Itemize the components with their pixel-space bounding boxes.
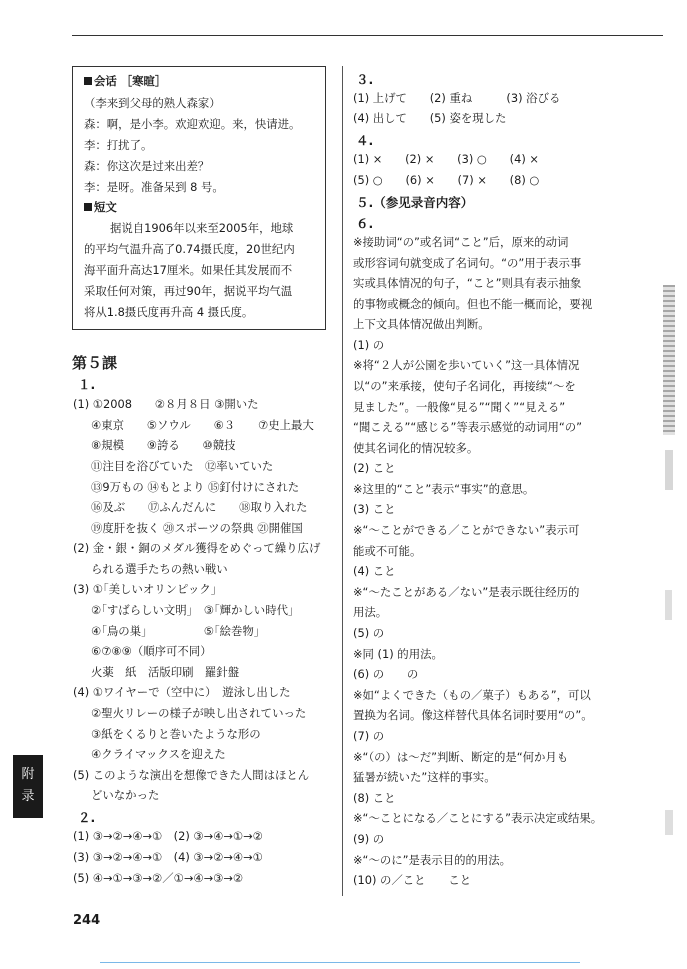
lesson-title: 第５課	[72, 354, 118, 372]
section-number: ６.	[356, 216, 374, 231]
section-number: ４.	[356, 133, 374, 148]
answer-line: ③紙をくるりと巻いたような形の	[91, 727, 261, 741]
section-number: ２.	[78, 810, 96, 825]
answer-line: (3) こと	[353, 502, 396, 516]
square-bullet-icon	[84, 203, 92, 211]
note-line: “聞こえる”“感じる”等表示感觉的动词用“の”	[353, 420, 583, 434]
answer-line: (5) ○ (6) × (7) × (8) ○	[353, 173, 540, 187]
note-line: ※“～ことになる／ことにする”表示决定或结果。	[353, 811, 603, 825]
answer-line: ⑯及ぶ ⑰ふんだんに ⑱取り入れた	[91, 500, 308, 514]
note-line: 置换为名词。像这样替代具体名词时要用“の”。	[353, 708, 593, 722]
answer-line: ④｢鳥の巣｣ ⑤｢絵巻物｣	[91, 624, 260, 638]
appendix-tab-char: 附	[21, 767, 35, 782]
answer-line: (9) の	[353, 832, 385, 846]
conversation-line: （李来到父母的熟人森家）	[84, 96, 221, 110]
essay-line: 的平均气温升高了0.74摄氏度，20世纪内	[84, 242, 295, 256]
answer-line: (2) こと	[353, 461, 396, 475]
answer-line: ④クライマックスを迎えた	[91, 747, 226, 761]
answer-line: (4) ①ワイヤーで（空中に） 遊泳し出した	[73, 685, 291, 699]
answer-line: (1) の	[353, 338, 385, 352]
scan-edge-shadow	[663, 285, 675, 435]
answer-line: (7) の	[353, 729, 385, 743]
note-line: 实或具体情况的句子，“こと”则具有表示抽象	[353, 276, 582, 290]
answer-line: ⑧規模 ⑨誇る ⑩競技	[91, 438, 236, 452]
note-line: ※“～たことがある／ない”是表示既往经历的	[353, 585, 580, 599]
essay-line: 据说自1906年以来至2005年，地球	[110, 221, 294, 235]
answer-line: ②聖火リレーの様子が映し出されていった	[91, 706, 307, 720]
page-number: 244	[73, 913, 101, 928]
essay-line: 将从1.8摄氏度再升高 4 摄氏度。	[84, 305, 254, 319]
conversation-line: 李：是呀。准备呆到 8 号。	[84, 180, 224, 194]
conversation-line: 森：你这次是过来出差？	[84, 159, 210, 173]
note-line: 的事物或概念的倾向。但也不能一概而论，要视	[353, 297, 593, 311]
note-line: ※将“２人が公園を歩いていく”这一具体情况	[353, 358, 580, 372]
section-number: １.	[78, 377, 96, 392]
note-line: ※“～ことができる／ことができない”表示可	[353, 523, 580, 537]
note-line: 能或不可能。	[353, 544, 422, 558]
note-line: 上下文具体情况做出判断。	[353, 317, 490, 331]
square-bullet-icon	[84, 77, 92, 85]
answer-line: ④東京 ⑤ソウル ⑥３ ⑦史上最大	[91, 418, 314, 432]
answer-line: (5) の	[353, 626, 385, 640]
scan-edge-shadow	[665, 590, 672, 620]
answer-line: (3) ③→②→④→① (4) ③→②→④→①	[73, 850, 263, 864]
answer-line: ⑲度肝を抜く ⑳スポーツの祭典 ㉑開催国	[91, 521, 303, 535]
note-line: ※这里的“こと”表示“事实”的意思。	[353, 482, 535, 496]
answer-line: ②｢すばらしい文明｣ ③｢輝かしい時代｣	[91, 603, 294, 617]
answer-line: (6) の の	[353, 667, 419, 681]
answer-line: (1) ①2008 ②８月８日 ③開いた	[73, 397, 259, 411]
note-line: 以“の”来承接，使句子名词化，再接续“～を	[353, 379, 576, 393]
note-line: ※接助词“の”或名词“こと”后，原来的动词	[353, 235, 569, 249]
scan-edge-shadow	[665, 810, 673, 835]
answer-line: (1) × (2) × (3) ○ (4) ×	[353, 152, 539, 166]
answer-line: ⑥⑦⑧⑨（順序可不同）	[91, 644, 212, 658]
answer-line: 火薬 紙 活版印刷 羅針盤	[91, 665, 240, 679]
answer-line: (8) こと	[353, 791, 396, 805]
section-number: ５.（参见录音内容）	[356, 195, 474, 210]
answer-line: (5) このような演出を想像できた人間はほとん	[73, 768, 310, 782]
conversation-line: 李：打扰了。	[84, 138, 153, 152]
appendix-tab-char: 录	[21, 789, 35, 804]
note-line: ※如“よくできた（もの／菓子）もある”，可以	[353, 688, 591, 702]
note-line: 見ました”。一般像“見る”“聞く”“見える”	[353, 400, 566, 414]
answer-line: どいなかった	[91, 788, 160, 802]
note-line: ※同 (1) 的用法。	[353, 647, 443, 661]
bottom-rule	[100, 962, 580, 963]
answer-line: (4) 出して (5) 姿を現した	[353, 111, 507, 125]
essay-line: 海平面升高达17厘米。如果任其发展而不	[84, 263, 293, 277]
scan-edge-shadow	[665, 450, 673, 490]
answer-line: (1) 上げて (2) 重ね (3) 浴びる	[353, 91, 561, 105]
answer-line: (5) ④→①→③→②／①→④→③→②	[73, 871, 244, 885]
essay-line: 采取任何对策，再过90年，据说平均气温	[84, 284, 293, 298]
note-line: ※“～のに”是表示目的的用法。	[353, 853, 512, 867]
answer-line: (10) の／こと こと	[353, 873, 472, 887]
answer-line: (2) 金・銀・銅のメダル獲得をめぐって繰り広げ	[73, 541, 321, 555]
essay-heading: 短文	[84, 200, 117, 214]
appendix-tab	[13, 755, 43, 818]
column-divider	[342, 66, 343, 896]
note-line: 用法。	[353, 605, 388, 619]
conversation-line: 森：啊，是小李。欢迎欢迎。来，快请进。	[84, 117, 301, 131]
note-line: ※“（の）は～だ”判断、断定的是“何か月も	[353, 750, 569, 764]
conversation-heading: 会话 ［寒暄］	[84, 74, 166, 88]
section-number: ３.	[356, 72, 374, 87]
note-line: 使其名词化的情况较多。	[353, 441, 479, 455]
answer-line: られる選手たちの熱い戦い	[91, 562, 228, 576]
top-rule	[72, 35, 663, 36]
answer-line: ⑬9万もの ⑭もとより ⑮釘付けにされた	[91, 480, 300, 494]
note-line: 或形容词句就变成了名词句。“の”用于表示事	[353, 256, 582, 270]
answer-line: ⑪注目を浴びていた ⑫率いていた	[91, 459, 274, 473]
note-line: 猛暑が続いた”这样的事实。	[353, 770, 496, 784]
answer-line: (1) ③→②→④→① (2) ③→④→①→②	[73, 829, 263, 843]
answer-line: (3) ①｢美しいオリンピック｣	[73, 582, 217, 596]
answer-line: (4) こと	[353, 564, 396, 578]
